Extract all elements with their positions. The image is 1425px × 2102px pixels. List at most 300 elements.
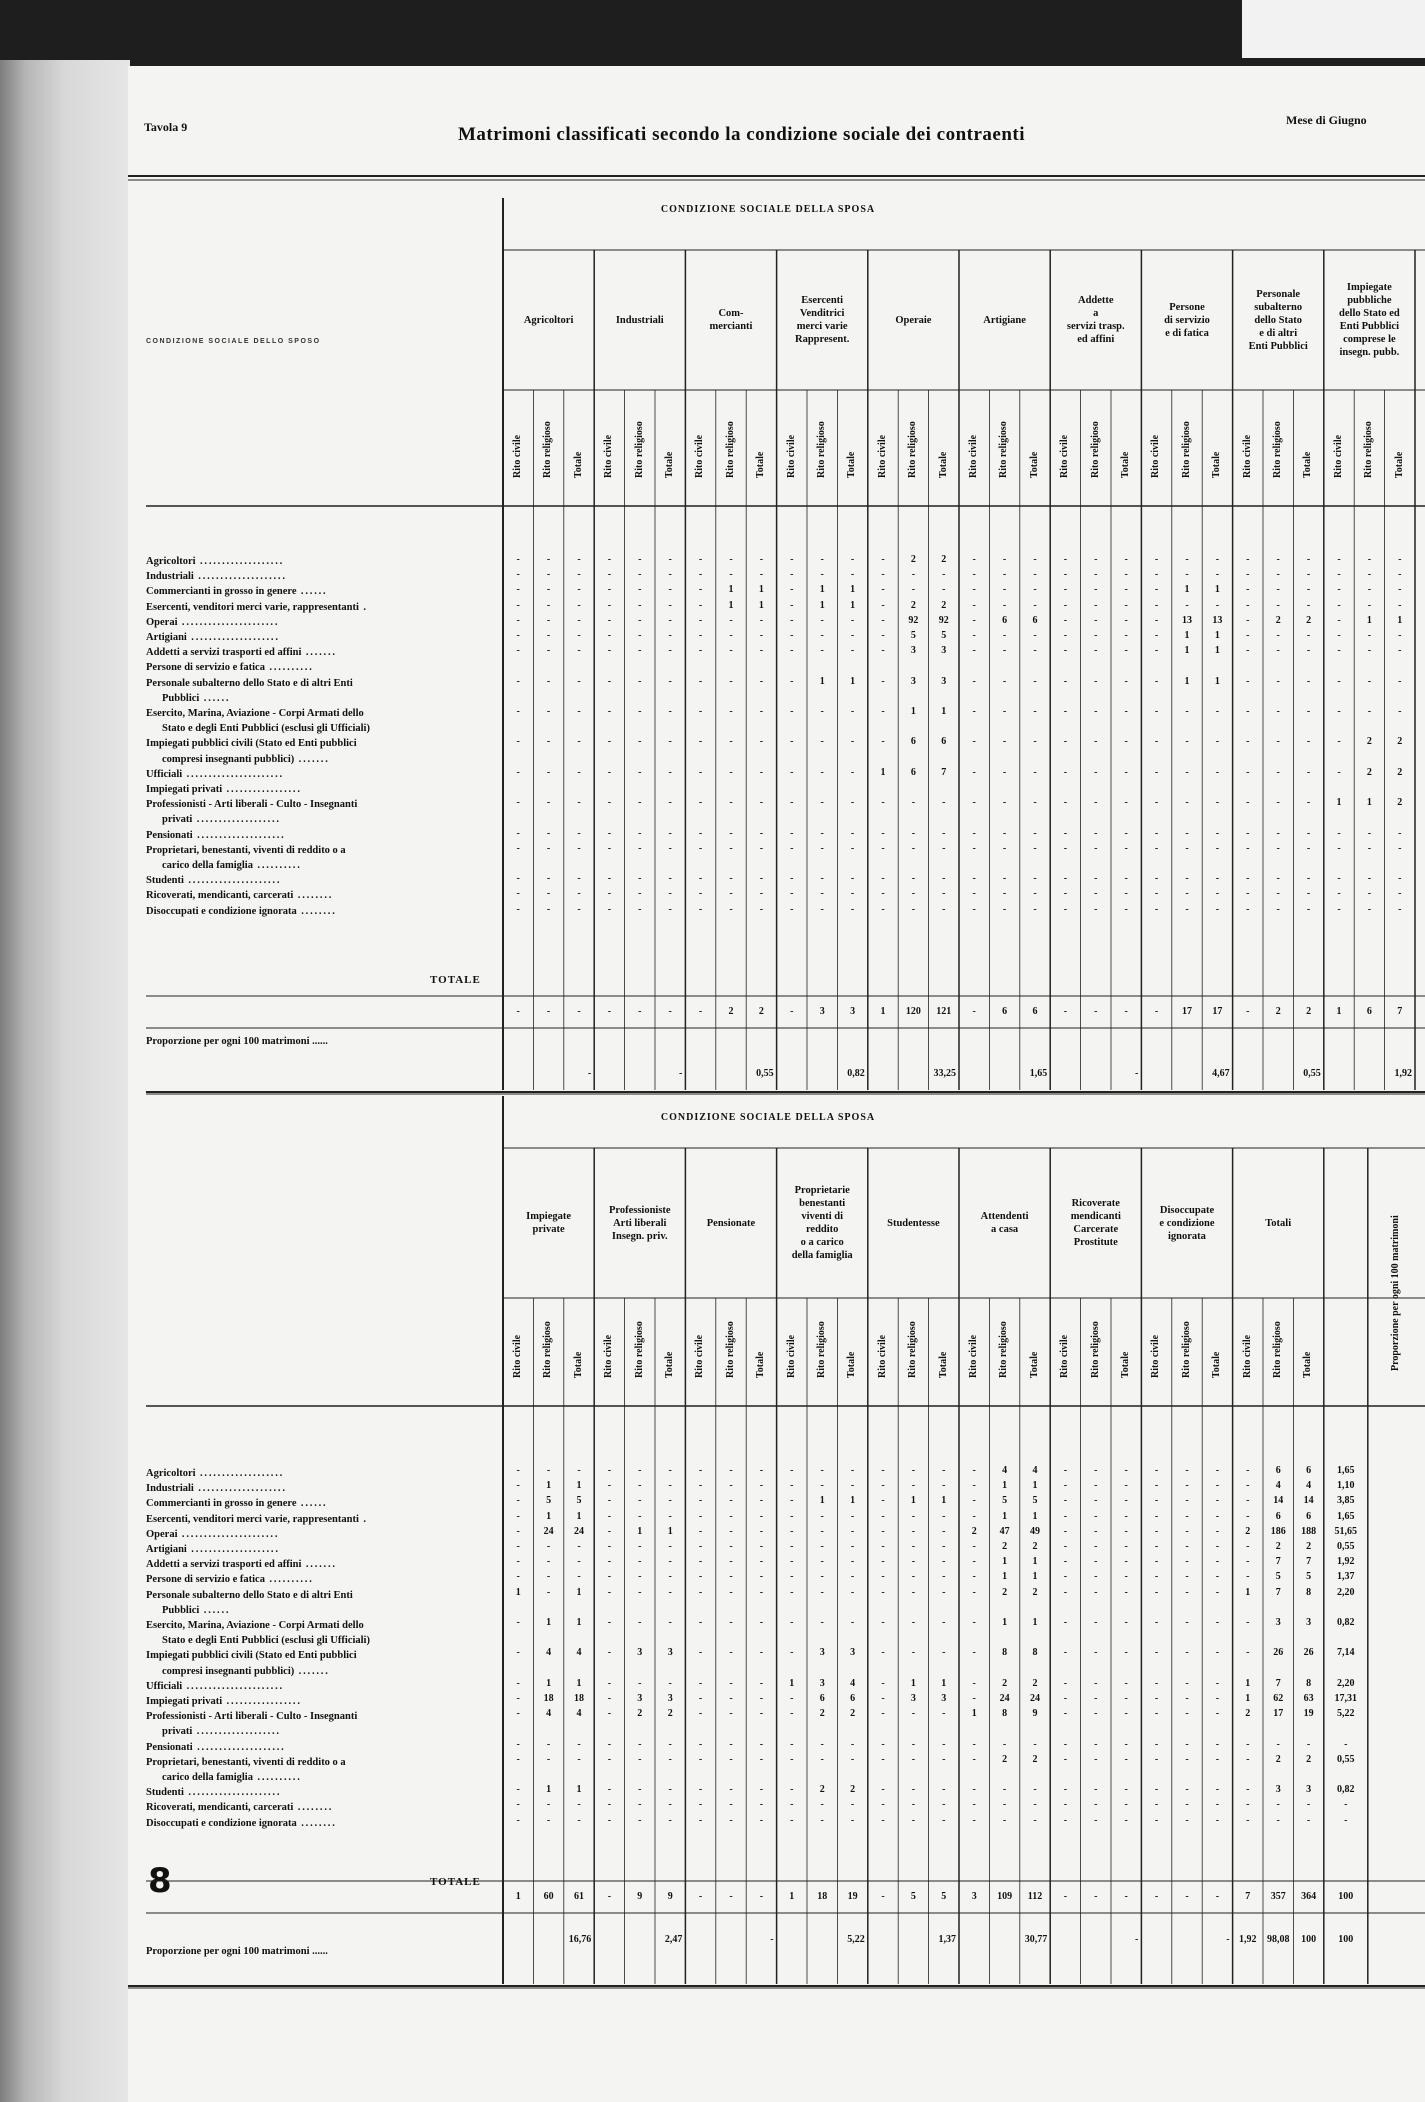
- group-header: Attendenti a casa: [980, 1211, 1029, 1235]
- table-cell: -: [1094, 630, 1098, 641]
- table-cell: -: [942, 1510, 946, 1522]
- table-cell: -: [698, 1753, 703, 1765]
- table-cell: -: [546, 1799, 551, 1811]
- subheader-label: Rito religioso: [816, 1321, 827, 1378]
- table-cell: -: [1185, 1465, 1189, 1476]
- table-cell: -: [1063, 1571, 1068, 1583]
- table-cell: -: [1154, 1784, 1159, 1796]
- table-cell: -: [729, 1647, 733, 1659]
- table-cell: -: [759, 842, 764, 854]
- table-cell: -: [1367, 706, 1372, 717]
- table-cell: 14: [1303, 1495, 1314, 1507]
- table-cell: -: [638, 1586, 642, 1598]
- table-cell: -: [1063, 675, 1068, 687]
- table-cell: -: [1063, 1556, 1068, 1568]
- proportion-cell: 1,65: [1029, 1068, 1048, 1079]
- total-cell: -: [881, 1891, 885, 1902]
- row-label: [146, 752, 491, 767]
- table-cell: -: [790, 614, 794, 626]
- total-cell: 109: [997, 1891, 1013, 1902]
- group-header: Studentesse: [887, 1217, 940, 1229]
- table-cell: -: [698, 797, 703, 809]
- table-cell: -: [759, 1510, 764, 1522]
- proportion-cell: -: [679, 1068, 683, 1079]
- table-cell: -: [1094, 1465, 1098, 1476]
- row-leader-dots: ..........: [264, 662, 314, 674]
- table-cell: 3: [637, 1693, 643, 1704]
- table-cell: -: [1002, 584, 1007, 596]
- stub-header: CONDIZIONE SOCIALE DELLO SPOSO: [146, 338, 321, 345]
- table-cell: 1: [546, 1480, 552, 1492]
- table-cell: -: [729, 569, 733, 581]
- row-leader-dots: ......................: [177, 616, 280, 628]
- table-cell: -: [820, 842, 824, 854]
- table-cell: 4: [1002, 1465, 1008, 1476]
- table-cell: -: [942, 1556, 946, 1568]
- group-header: Industriali: [615, 314, 664, 326]
- table-cell: -: [1002, 1784, 1007, 1796]
- table-cell: -: [1154, 1525, 1159, 1537]
- table-cell: -: [1094, 903, 1098, 915]
- table-cell: 2: [910, 599, 916, 611]
- table-cell: 18: [543, 1693, 554, 1704]
- table-cell: -: [790, 766, 794, 778]
- table-cell: -: [820, 1465, 824, 1476]
- proportion-cell: -: [587, 1068, 592, 1079]
- table-cell: -: [1063, 1784, 1068, 1796]
- table-cell: -: [1124, 1799, 1128, 1811]
- table-cell: -: [698, 630, 703, 641]
- table-cell: -: [881, 1617, 885, 1628]
- table-cell: -: [911, 1556, 916, 1568]
- row-label: [146, 1664, 491, 1679]
- table-cell: -: [972, 1738, 976, 1750]
- table-cell: -: [881, 1677, 885, 1689]
- table-cell: 3: [910, 1693, 916, 1704]
- total-cell: 6: [1366, 1006, 1372, 1017]
- table-cell: -: [1002, 797, 1007, 809]
- table-cell: -: [729, 1525, 733, 1537]
- table-cell: -: [1246, 1510, 1250, 1522]
- total-cell: 17: [1181, 1006, 1192, 1017]
- row-label-text: Persone di servizio e fatica: [146, 662, 265, 674]
- subheader-label: Rito civile: [876, 1334, 888, 1378]
- table-cell: -: [1215, 842, 1220, 854]
- table-cell: -: [1002, 675, 1007, 687]
- table-cell: -: [668, 706, 672, 717]
- table-cell: -: [1246, 675, 1250, 687]
- table-cell: -: [972, 1541, 976, 1552]
- table-cell: -: [1154, 1814, 1159, 1826]
- table-cell: -: [546, 766, 551, 778]
- table-cell: -: [729, 797, 733, 809]
- table-cell: -: [759, 1556, 764, 1568]
- row-label-text: Professionisti - Arti liberali - Culto - Insegnanti: [146, 1711, 358, 1723]
- table-cell: -: [729, 903, 733, 915]
- table-cell: -: [577, 842, 581, 854]
- table-cell: -: [759, 797, 764, 809]
- table-cell: -: [1002, 888, 1007, 900]
- row-label: [146, 767, 491, 782]
- table-cell: -: [1276, 827, 1280, 839]
- table-cell: 7: [1275, 1677, 1281, 1689]
- table-cell: -: [1246, 1617, 1250, 1628]
- table-cell: -: [638, 1556, 642, 1568]
- table-cell: -: [1246, 736, 1250, 748]
- table-cell: -: [668, 554, 672, 565]
- table-cell: -: [820, 1738, 824, 1750]
- row-label-text: Industriali: [146, 1483, 194, 1495]
- table-cell: -: [698, 1708, 703, 1720]
- table-cell: -: [607, 584, 612, 596]
- table-cell: -: [790, 1647, 794, 1659]
- table-cell: -: [1033, 1784, 1037, 1796]
- table-cell: -: [1215, 736, 1220, 748]
- table-cell: 2: [1397, 797, 1403, 809]
- table-cell: -: [516, 554, 520, 565]
- table-cell: -: [1094, 1510, 1098, 1522]
- table-cell: -: [1002, 569, 1007, 581]
- row-label: [146, 676, 491, 691]
- table-cell: 1: [1002, 1617, 1008, 1628]
- table-cell: -: [638, 1799, 642, 1811]
- table-cell: -: [698, 1784, 703, 1796]
- group-header: Professioniste Arti liberali Insegn. priv.: [608, 1204, 671, 1242]
- table-cell: -: [820, 554, 824, 565]
- table-cell: -: [1094, 1647, 1098, 1659]
- subheader-label: Rito religioso: [998, 1321, 1010, 1378]
- subheader-label: Rito religioso: [633, 1321, 645, 1378]
- table-cell: 1: [1184, 630, 1190, 641]
- table-cell: -: [516, 1510, 520, 1522]
- total-cell: -: [607, 1891, 612, 1902]
- table-cell: 1: [728, 584, 734, 596]
- table-cell: -: [1094, 1541, 1098, 1552]
- table-cell: -: [881, 1814, 885, 1826]
- row-label-text: Studenti: [146, 875, 184, 887]
- table-cell: 2: [1366, 736, 1372, 748]
- total-cell: 121: [936, 1006, 952, 1017]
- table-cell: -: [1094, 675, 1098, 687]
- proportion-cell: 2,47: [664, 1934, 683, 1945]
- table-cell: -: [1276, 1814, 1280, 1826]
- row-label: [146, 797, 491, 812]
- table-cell: -: [1124, 888, 1128, 900]
- table-cell: -: [1246, 1480, 1250, 1492]
- table-cell: -: [1063, 1677, 1068, 1689]
- row-label: [146, 1633, 491, 1648]
- table-cell: -: [1337, 827, 1341, 839]
- table-cell: 24: [543, 1525, 554, 1537]
- table-cell: -: [850, 873, 855, 885]
- row-label: [146, 1785, 491, 1800]
- total-cell: -: [577, 1006, 581, 1017]
- table-cell: -: [516, 888, 520, 900]
- table-cell: -: [577, 888, 581, 900]
- table-cell: 1: [1214, 645, 1220, 657]
- table-cell: -: [790, 1480, 794, 1492]
- table-cell: -: [1276, 706, 1280, 717]
- table-cell: -: [546, 1738, 551, 1750]
- table-cell: 3: [819, 1677, 825, 1689]
- table-cell: -: [1215, 1617, 1220, 1628]
- row-label-text: Persone di servizio e fatica: [146, 1574, 265, 1586]
- table-cell: -: [698, 1510, 703, 1522]
- table-cell: -: [1124, 1480, 1128, 1492]
- total-cell: 357: [1270, 1891, 1286, 1902]
- table-cell: -: [668, 1465, 672, 1476]
- table-cell: -: [972, 1799, 976, 1811]
- table-cell: -: [546, 645, 551, 657]
- proportion-cell: -: [1135, 1068, 1139, 1079]
- table-cell: -: [820, 766, 824, 778]
- table-cell: -: [516, 599, 520, 611]
- table-cell: -: [1124, 1738, 1128, 1750]
- table-cell: -: [1337, 554, 1341, 565]
- row-label-text: Ricoverati, mendicanti, carcerati: [146, 1802, 294, 1814]
- total-cell: 112: [1027, 1891, 1043, 1902]
- table-cell: -: [1276, 569, 1280, 581]
- proporzione-label-bottom: Proporzione per ogni 100 matrimoni ......: [146, 1946, 328, 1957]
- table-cell: -: [516, 736, 520, 748]
- row-label: [146, 1466, 491, 1481]
- table-cell: -: [1063, 614, 1068, 626]
- row-leader-dots: ........: [296, 905, 337, 917]
- table-cell: -: [638, 645, 642, 657]
- table-cell: -: [1124, 630, 1128, 641]
- table-cell: -: [759, 1495, 764, 1507]
- row-label-text: Impiegati pubblici civili (Stato ed Enti pubblici: [146, 1650, 357, 1662]
- table-cell: -: [1246, 1571, 1250, 1583]
- table-cell: -: [1154, 554, 1159, 565]
- table-cell: -: [638, 1617, 642, 1628]
- table-cell: -: [972, 614, 976, 626]
- row-label: [146, 584, 491, 599]
- table-cell: -: [1063, 1617, 1068, 1628]
- table-cell: -: [546, 630, 551, 641]
- table-cell: -: [729, 1541, 733, 1552]
- row-label-text: Commercianti in grosso in genere: [146, 1498, 297, 1510]
- section-label-top: CONDIZIONE SOCIALE DELLA SPOSA: [660, 204, 876, 215]
- table-cell: -: [1185, 873, 1189, 885]
- table-cell: -: [1124, 1571, 1128, 1583]
- table-cell: -: [1002, 1738, 1007, 1750]
- table-cell: -: [972, 630, 976, 641]
- table-cell: -: [1306, 584, 1311, 596]
- table-cell: -: [607, 1495, 612, 1507]
- table-cell: -: [577, 1799, 581, 1811]
- table-cell: -: [972, 1814, 976, 1826]
- table-cell: -: [1124, 1586, 1128, 1598]
- subheader-label: Totale: [937, 1351, 949, 1378]
- total-cell: 100: [1338, 1891, 1354, 1902]
- table-cell: -: [698, 1738, 703, 1750]
- table-cell: -: [1002, 554, 1007, 565]
- table-cell: -: [516, 630, 520, 641]
- table-cell: -: [850, 1556, 855, 1568]
- table-cell: 19: [1303, 1708, 1314, 1720]
- row-label-text: Stato e degli Enti Pubblici (esclusi gli Ufficiali): [162, 723, 370, 735]
- table-cell: -: [1306, 736, 1311, 748]
- table-cell: -: [729, 1693, 733, 1704]
- table-cell: -: [1094, 1784, 1098, 1796]
- table-cell: -: [790, 873, 794, 885]
- table-cell: -: [972, 599, 976, 611]
- row-leader-dots: .: [358, 1513, 368, 1525]
- table-cell: -: [759, 1617, 764, 1628]
- table-cell: 1: [515, 1586, 521, 1598]
- table-cell: -: [516, 675, 520, 687]
- table-cell: -: [1063, 797, 1068, 809]
- table-cell: -: [1246, 1647, 1250, 1659]
- table-cell: -: [759, 1753, 764, 1765]
- table-cell: -: [1063, 1586, 1068, 1598]
- table-cell: -: [1215, 706, 1220, 717]
- group-header: Impiegate pubbliche dello Stato ed Enti Pubblici comprese le insegn. pubb.: [1339, 282, 1400, 358]
- table-cell: -: [1246, 645, 1250, 657]
- row-label-text: Ricoverati, mendicanti, carcerati: [146, 890, 294, 902]
- table-cell: -: [729, 888, 733, 900]
- table-cell: -: [881, 645, 885, 657]
- table-cell: -: [1185, 1677, 1189, 1689]
- group-header: Impiegate private: [526, 1211, 572, 1235]
- table-cell: -: [698, 736, 703, 748]
- table-cell: -: [1367, 645, 1372, 657]
- table-cell: -: [911, 1541, 916, 1552]
- row-label-text: Professionisti - Arti liberali - Culto - Insegnanti: [146, 799, 358, 811]
- table-cell: -: [1344, 1799, 1348, 1811]
- proporzione-label-top: Proporzione per ogni 100 matrimoni ......: [146, 1036, 328, 1047]
- table-cell: -: [1063, 706, 1068, 717]
- proportion-cell: 100: [1338, 1934, 1354, 1945]
- total-cell: -: [972, 1006, 976, 1017]
- table-cell: -: [759, 1571, 764, 1583]
- table-cell: -: [1276, 675, 1280, 687]
- table-cell: 1: [576, 1784, 582, 1796]
- table-cell: -: [638, 1753, 642, 1765]
- table-cell: -: [1124, 1647, 1128, 1659]
- table-cell: -: [516, 569, 520, 581]
- table-cell: -: [577, 569, 581, 581]
- table-cell: 1: [941, 1677, 947, 1689]
- table-cell: -: [942, 797, 946, 809]
- table-cell: -: [972, 1480, 976, 1492]
- table-cell: -: [668, 903, 672, 915]
- table-cell: -: [577, 1541, 581, 1552]
- table-cell: 1: [1245, 1693, 1251, 1704]
- table-cell: -: [942, 1525, 946, 1537]
- table-cell: -: [1215, 1556, 1220, 1568]
- table-cell: -: [1185, 1525, 1189, 1537]
- table-cell: -: [698, 1541, 703, 1552]
- table-cell: -: [698, 766, 703, 778]
- row-label: [146, 1557, 491, 1572]
- table-cell: -: [1063, 1647, 1068, 1659]
- table-cell: -: [759, 1708, 764, 1720]
- table-cell: -: [577, 873, 581, 885]
- table-cell: -: [1276, 584, 1280, 596]
- total-cell: -: [1124, 1891, 1128, 1902]
- table-cell: 2: [1002, 1541, 1008, 1552]
- table-cell: -: [1033, 827, 1037, 839]
- table-cell: -: [911, 1708, 916, 1720]
- total-cell: 9: [637, 1891, 643, 1902]
- table-cell: -: [881, 1541, 885, 1552]
- table-cell: -: [1154, 1541, 1159, 1552]
- table-cell: -: [1033, 706, 1037, 717]
- table-cell: 63: [1303, 1693, 1314, 1704]
- row-label-text: Personale subalterno dello Stato e di altri Enti: [146, 1589, 353, 1601]
- table-cell: 1: [546, 1617, 552, 1628]
- table-cell: -: [972, 584, 976, 596]
- table-cell: -: [546, 1556, 551, 1568]
- table-cell: -: [1306, 645, 1311, 657]
- table-cell: -: [1063, 1693, 1068, 1704]
- table-cell: -: [911, 1465, 916, 1476]
- table-cell: -: [911, 1784, 916, 1796]
- row-leader-dots: ..........: [264, 1574, 314, 1586]
- table-cell: -: [1124, 1556, 1128, 1568]
- proporzione-column-header: Proporzione per ogni 100 matrimoni: [1390, 1215, 1401, 1371]
- row-label: [146, 1603, 491, 1618]
- proportion-cell: 0,82: [847, 1068, 865, 1079]
- table-cell: -: [759, 1693, 764, 1704]
- table-cell: -: [1306, 766, 1311, 778]
- table-cell: -: [1215, 1738, 1220, 1750]
- subheader-label: Totale: [1211, 1351, 1223, 1378]
- row-leader-dots: ......: [199, 1604, 231, 1616]
- table-cell: -: [1185, 888, 1189, 900]
- table-cell: -: [850, 706, 855, 717]
- table-cell: -: [1215, 554, 1220, 565]
- table-cell: -: [1124, 797, 1128, 809]
- table-cell: -: [1246, 797, 1250, 809]
- subheader-label: Rito religioso: [1180, 1321, 1192, 1378]
- table-cell: -: [790, 1541, 794, 1552]
- proportion-cell: 16,76: [568, 1934, 592, 1945]
- table-cell: -: [516, 1647, 520, 1659]
- table-cell: 1: [576, 1480, 582, 1492]
- table-cell: -: [911, 1647, 916, 1659]
- table-cell: 2: [850, 1708, 856, 1720]
- table-cell: -: [1124, 873, 1128, 885]
- table-cell: -: [1246, 1814, 1250, 1826]
- table-cell: 2: [637, 1708, 643, 1720]
- row-label-text: Esercenti, venditori merci varie, rappresentanti: [146, 1513, 359, 1525]
- subheader-label: Totale: [1028, 451, 1040, 478]
- table-cell: -: [911, 1480, 916, 1492]
- table-cell: -: [1002, 903, 1007, 915]
- table-cell: -: [759, 675, 764, 687]
- table-cell: 2: [1366, 766, 1372, 778]
- table-cell: -: [759, 1814, 764, 1826]
- table-cell: -: [850, 554, 855, 565]
- table-cell: -: [820, 1556, 824, 1568]
- table-cell: -: [790, 827, 794, 839]
- row-leader-dots: .......: [294, 753, 330, 765]
- table-cell: -: [1094, 599, 1098, 611]
- table-cell: 1: [576, 1510, 582, 1522]
- table-cell: 1: [1184, 645, 1190, 657]
- table-cell: -: [1185, 1799, 1189, 1811]
- table-cell: 1: [819, 599, 825, 611]
- table-cell: 2: [850, 1784, 856, 1796]
- table-cell: -: [1185, 903, 1189, 915]
- table-cell: -: [1094, 1738, 1098, 1750]
- table-cell: 1: [941, 1495, 947, 1507]
- table-cell: -: [1002, 873, 1007, 885]
- table-cell: -: [972, 888, 976, 900]
